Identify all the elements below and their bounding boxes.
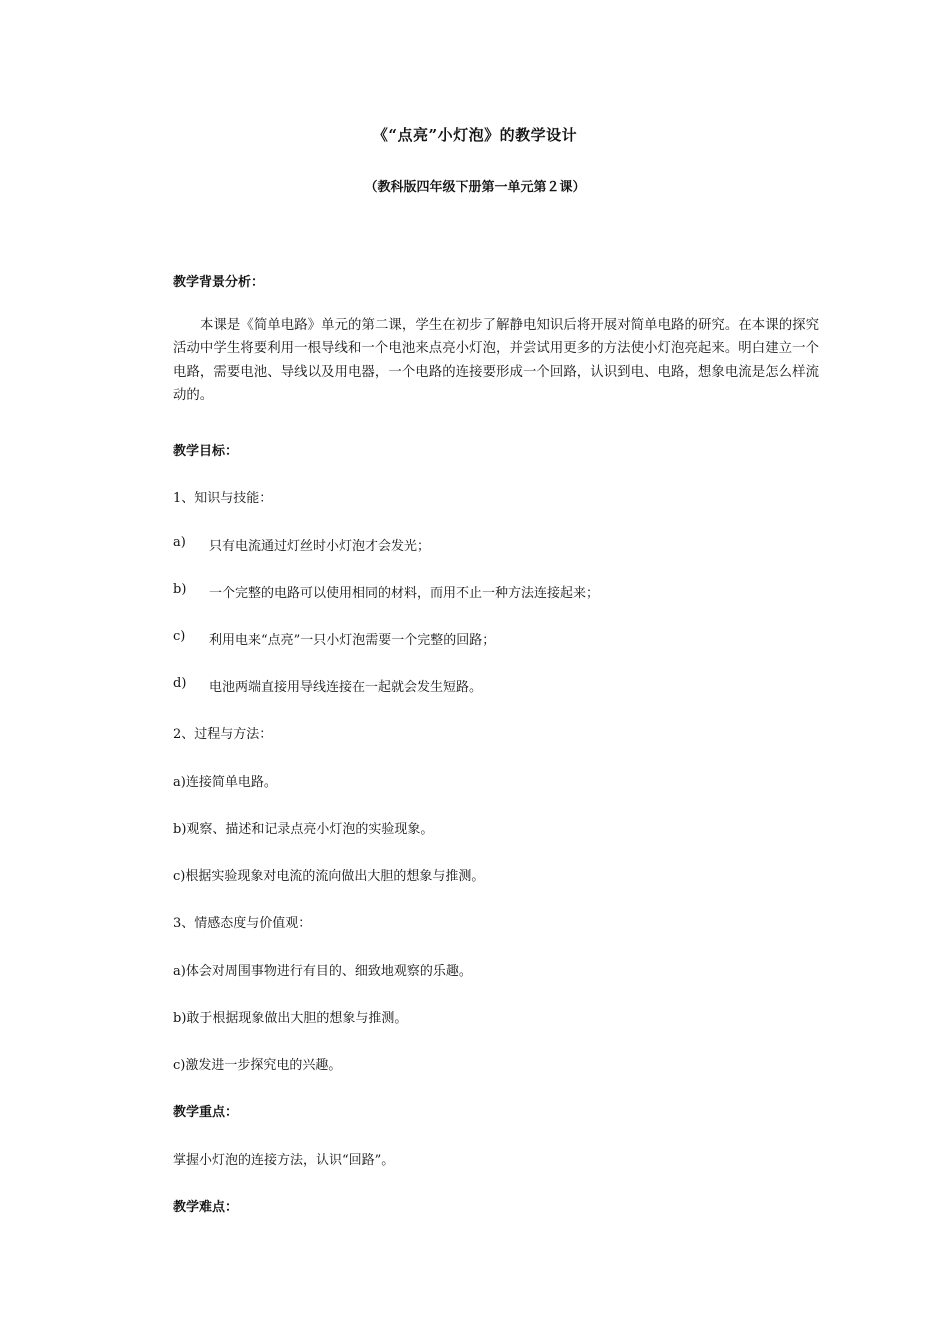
process-item: a)连接简单电路。 (173, 775, 277, 790)
attitude-item: b)敢于根据现象做出大胆的想象与推测。 (173, 1011, 408, 1026)
process-item: c)根据实验现象对电流的流向做出大胆的想象与推测。 (173, 869, 485, 884)
document-subtitle: （教科版四年级下册第一单元第２课） (364, 180, 586, 195)
knowledge-heading: 1、知识与技能： (173, 491, 273, 506)
attitude-item: a)体会对周围事物进行有目的、细致地观察的乐趣。 (173, 964, 472, 979)
knowledge-item-label: d) (173, 676, 187, 691)
knowledge-item-label: a) (173, 535, 186, 550)
background-heading: 教学背景分析： (173, 275, 265, 290)
key-point-heading: 教学重点： (173, 1105, 239, 1120)
knowledge-item-label: b) (173, 582, 187, 597)
knowledge-item-text: 利用电来“点亮”一只小灯泡需要一个完整的回路； (209, 633, 496, 648)
objectives-heading: 教学目标： (173, 444, 239, 459)
background-paragraph: 本课是《简单电路》单元的第二课，学生在初步了解静电知识后将开展对简单电路的研究。在本课的探究活动中学生将要利用一根导线和一个电池来点亮小灯泡，并尝试用更多的方法使小灯泡亮起来。明白建立一个电路，需要电池、导线以及用电器，一个电路的连接要形成一个回路，认识到电、电路，想象电流是怎么样流动的。 (173, 318, 819, 403)
knowledge-item-text: 电池两端直接用导线连接在一起就会发生短路。 (209, 680, 483, 695)
knowledge-item-label: c) (173, 629, 186, 644)
attitude-heading: 3、情感态度与价值观： (173, 916, 312, 931)
process-heading: 2、过程与方法： (173, 727, 273, 742)
key-point-text: 掌握小灯泡的连接方法，认识“回路”。 (173, 1153, 395, 1168)
process-item: b)观察、描述和记录点亮小灯泡的实验现象。 (173, 822, 434, 837)
knowledge-item-text: 一个完整的电路可以使用相同的材料，而用不止一种方法连接起来； (209, 586, 600, 601)
knowledge-item-text: 只有电流通过灯丝时小灯泡才会发光； (209, 539, 431, 554)
difficulty-heading: 教学难点： (173, 1200, 239, 1215)
document-title: 《“点亮”小灯泡》的教学设计 (372, 126, 578, 144)
attitude-item: c)激发进一步探究电的兴趣。 (173, 1058, 342, 1073)
